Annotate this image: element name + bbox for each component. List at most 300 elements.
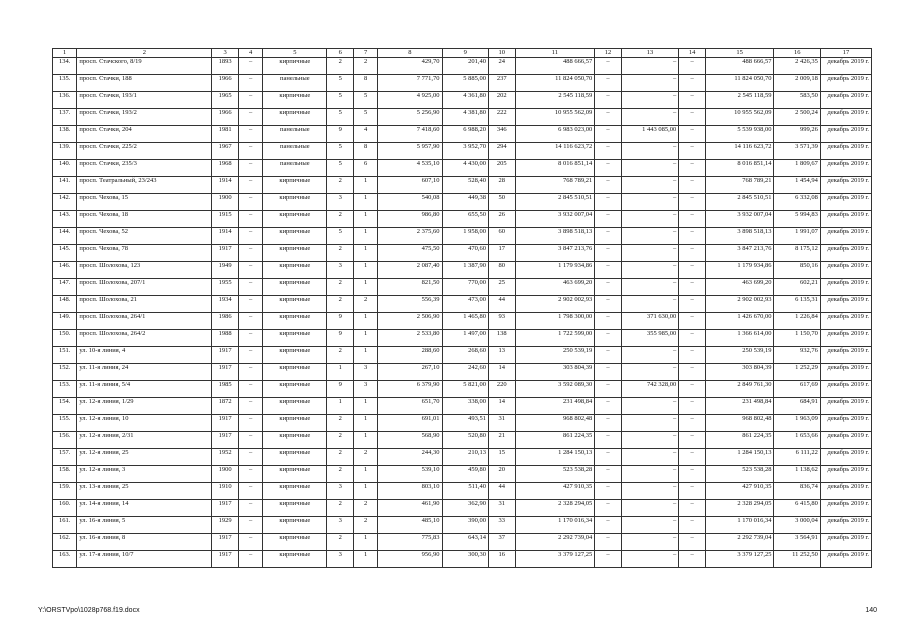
table-cell: – [621, 551, 679, 568]
table-cell: 1 991,07 [774, 228, 820, 245]
address-cell: ул. 17-я линия, 10/7 [77, 551, 212, 568]
table-cell: 1986 [212, 313, 239, 330]
table-row [53, 245, 872, 262]
table-cell: – [238, 398, 262, 415]
table-cell: 1968 [212, 160, 239, 177]
table-cell: 5 [327, 228, 354, 245]
table-cell: 2 [353, 58, 377, 75]
table-cell: 1900 [212, 194, 239, 211]
table-cell: 1917 [212, 500, 239, 517]
table-cell: 3 [327, 262, 354, 279]
table-cell: 152. [53, 364, 77, 381]
table-cell: 155. [53, 415, 77, 432]
table-cell: 1917 [212, 347, 239, 364]
table-cell: 205 [488, 160, 515, 177]
table-cell: 9 [327, 313, 354, 330]
table-cell: 999,26 [774, 126, 820, 143]
table-row [53, 415, 872, 432]
table-cell: 684,91 [774, 398, 820, 415]
table-cell: 691,01 [378, 415, 442, 432]
table-cell: – [621, 296, 679, 313]
table-cell: 294 [488, 143, 515, 160]
table-cell: 140. [53, 160, 77, 177]
table-cell: – [679, 228, 706, 245]
table-cell: 154. [53, 398, 77, 415]
table-row [53, 126, 872, 143]
table-cell: 31 [488, 415, 515, 432]
table-cell: 5 [327, 109, 354, 126]
table-cell: 8 016 851,14 [515, 160, 595, 177]
table-row [53, 160, 872, 177]
table-cell: – [595, 432, 622, 449]
address-cell: просп. Театральный, 23/243 [77, 177, 212, 194]
table-cell: 742 328,00 [621, 381, 679, 398]
column-number-cell: 9 [442, 49, 488, 58]
table-cell: 1967 [212, 143, 239, 160]
table-cell: – [595, 415, 622, 432]
table-cell: кирпичные [263, 58, 327, 75]
table-cell: 968 802,48 [705, 415, 774, 432]
table-cell: 142. [53, 194, 77, 211]
column-number-cell: 7 [353, 49, 377, 58]
table-cell: 231 498,84 [515, 398, 595, 415]
table-cell: 2 506,90 [378, 313, 442, 330]
address-cell: ул. 12-я линия, 2/31 [77, 432, 212, 449]
table-cell: – [238, 143, 262, 160]
table-cell: 770,00 [442, 279, 488, 296]
table-cell: 1917 [212, 415, 239, 432]
table-row [53, 500, 872, 517]
table-cell: 1 [327, 364, 354, 381]
table-cell: – [595, 347, 622, 364]
table-cell: 231 498,84 [705, 398, 774, 415]
table-cell: 2 [353, 500, 377, 517]
table-cell: 1 284 150,13 [515, 449, 595, 466]
table-cell: 10 955 562,09 [515, 109, 595, 126]
address-cell: ул. 10-я линия, 4 [77, 347, 212, 364]
table-cell: – [621, 432, 679, 449]
table-cell: – [595, 551, 622, 568]
table-cell: – [679, 551, 706, 568]
table-row [53, 398, 872, 415]
table-cell: 5 [327, 92, 354, 109]
table-cell: 136. [53, 92, 77, 109]
table-cell: 1 [353, 194, 377, 211]
table-cell: – [238, 228, 262, 245]
table-cell: 1 [353, 262, 377, 279]
table-cell: декабрь 2019 г. [820, 92, 871, 109]
table-cell: 5 957,90 [378, 143, 442, 160]
table-cell: декабрь 2019 г. [820, 126, 871, 143]
address-cell: ул. 12-я линия, 1/29 [77, 398, 212, 415]
table-cell: 4 381,80 [442, 109, 488, 126]
address-cell: ул. 11-я линия, 24 [77, 364, 212, 381]
table-cell: 2 [327, 534, 354, 551]
table-cell: 24 [488, 58, 515, 75]
table-cell: – [679, 500, 706, 517]
table-cell: – [238, 517, 262, 534]
table-cell: 1 150,70 [774, 330, 820, 347]
column-number-cell: 6 [327, 49, 354, 58]
address-cell: просп. Чехова, 52 [77, 228, 212, 245]
table-cell: 2 [353, 517, 377, 534]
table-cell: декабрь 2019 г. [820, 534, 871, 551]
table-cell: 861 224,35 [705, 432, 774, 449]
table-cell: 162. [53, 534, 77, 551]
table-cell: 1 [353, 228, 377, 245]
table-cell: 250 539,19 [705, 347, 774, 364]
column-number-cell: 15 [705, 49, 774, 58]
table-row [53, 177, 872, 194]
address-cell: просп. Чехова, 78 [77, 245, 212, 262]
table-cell: 488 666,57 [515, 58, 595, 75]
table-cell: декабрь 2019 г. [820, 211, 871, 228]
table-cell: 2 [327, 466, 354, 483]
table-cell: 768 789,21 [515, 177, 595, 194]
table-cell: – [595, 228, 622, 245]
table-cell: 161. [53, 517, 77, 534]
table-cell: 2 545 118,59 [515, 92, 595, 109]
table-cell: 1893 [212, 58, 239, 75]
table-cell: кирпичные [263, 313, 327, 330]
table-cell: 4 535,10 [378, 160, 442, 177]
table-cell: – [679, 58, 706, 75]
table-cell: 1934 [212, 296, 239, 313]
address-cell: просп. Стачки, 204 [77, 126, 212, 143]
table-cell: 2 545 118,59 [705, 92, 774, 109]
table-cell: декабрь 2019 г. [820, 194, 871, 211]
table-cell: 288,60 [378, 347, 442, 364]
table-cell: – [595, 109, 622, 126]
table-cell: 3 [353, 381, 377, 398]
document-path: Y:\ORSTVpo\1028p768.f19.docx [38, 607, 140, 614]
table-cell: кирпичные [263, 177, 327, 194]
table-cell: – [621, 262, 679, 279]
table-cell: – [238, 313, 262, 330]
table-cell: – [238, 449, 262, 466]
table-cell: 163. [53, 551, 77, 568]
table-cell: 31 [488, 500, 515, 517]
table-cell: 149. [53, 313, 77, 330]
table-cell: – [679, 517, 706, 534]
table-cell: 210,13 [442, 449, 488, 466]
table-cell: 5 821,00 [442, 381, 488, 398]
table-cell: – [621, 211, 679, 228]
table-cell: декабрь 2019 г. [820, 109, 871, 126]
table-cell: 237 [488, 75, 515, 92]
table-cell: 429,70 [378, 58, 442, 75]
table-cell: – [621, 347, 679, 364]
table-cell: – [621, 415, 679, 432]
table-cell: – [595, 466, 622, 483]
table-cell: 1 [353, 177, 377, 194]
table-cell: 655,50 [442, 211, 488, 228]
table-cell: 5 256,90 [378, 109, 442, 126]
column-number-cell: 10 [488, 49, 515, 58]
table-cell: 651,70 [378, 398, 442, 415]
table-cell: 475,50 [378, 245, 442, 262]
table-cell: 2 [327, 177, 354, 194]
table-cell: 250 539,19 [515, 347, 595, 364]
table-row [53, 228, 872, 245]
table-cell: 201,40 [442, 58, 488, 75]
table-cell: декабрь 2019 г. [820, 160, 871, 177]
table-cell: декабрь 2019 г. [820, 296, 871, 313]
table-cell: 602,21 [774, 279, 820, 296]
table-cell: – [621, 109, 679, 126]
table-cell: декабрь 2019 г. [820, 347, 871, 364]
table-cell: – [679, 279, 706, 296]
table-cell: 303 804,39 [705, 364, 774, 381]
table-row [53, 92, 872, 109]
table-cell: 44 [488, 296, 515, 313]
table-cell: 303 804,39 [515, 364, 595, 381]
page-number: 140 [865, 607, 877, 614]
address-cell: ул. 16-я линия, 8 [77, 534, 212, 551]
table-cell: 2 [327, 279, 354, 296]
table-cell: 1914 [212, 177, 239, 194]
table-row [53, 279, 872, 296]
table-cell: 5 994,83 [774, 211, 820, 228]
table-cell: кирпичные [263, 415, 327, 432]
table-cell: 539,10 [378, 466, 442, 483]
table-row [53, 517, 872, 534]
table-cell: 1872 [212, 398, 239, 415]
table-cell: – [679, 177, 706, 194]
table-row [53, 466, 872, 483]
table-cell: 150. [53, 330, 77, 347]
table-cell: – [621, 466, 679, 483]
table-cell: – [679, 109, 706, 126]
table-cell: – [238, 211, 262, 228]
table-cell: 2 426,35 [774, 58, 820, 75]
table-cell: 242,60 [442, 364, 488, 381]
table-cell: 3 [353, 364, 377, 381]
table-cell: 7 418,60 [378, 126, 442, 143]
table-cell: декабрь 2019 г. [820, 500, 871, 517]
address-cell: просп. Стачского, 8/19 [77, 58, 212, 75]
table-cell: – [679, 194, 706, 211]
table-cell: 1966 [212, 75, 239, 92]
table-cell: 1 426 670,00 [705, 313, 774, 330]
table-cell: 1985 [212, 381, 239, 398]
table-cell: 485,10 [378, 517, 442, 534]
table-cell: 362,90 [442, 500, 488, 517]
table-cell: – [238, 109, 262, 126]
table-cell: 1 284 150,13 [705, 449, 774, 466]
table-cell: 10 955 562,09 [705, 109, 774, 126]
column-number-cell: 16 [774, 49, 820, 58]
table-cell: 8 175,12 [774, 245, 820, 262]
table-row [53, 58, 872, 75]
table-cell: кирпичные [263, 228, 327, 245]
table-cell: – [621, 449, 679, 466]
table-cell: – [621, 364, 679, 381]
table-cell: – [621, 194, 679, 211]
table-cell: – [679, 143, 706, 160]
table-cell: – [621, 517, 679, 534]
address-cell: просп. Чехова, 15 [77, 194, 212, 211]
column-number-cell: 1 [53, 49, 77, 58]
table-cell: 138 [488, 330, 515, 347]
table-row [53, 75, 872, 92]
address-cell: просп. Шолохова, 123 [77, 262, 212, 279]
table-cell: – [621, 279, 679, 296]
table-cell: 6 111,22 [774, 449, 820, 466]
table-cell: – [595, 330, 622, 347]
table-cell: – [621, 58, 679, 75]
table-cell: – [679, 160, 706, 177]
housing-register-table [52, 48, 872, 568]
table-cell: 956,90 [378, 551, 442, 568]
table-cell: кирпичные [263, 483, 327, 500]
table-cell: 1929 [212, 517, 239, 534]
table-cell: 2 [327, 432, 354, 449]
table-cell: – [595, 92, 622, 109]
table-cell: 1917 [212, 534, 239, 551]
table-cell: 3 932 007,04 [705, 211, 774, 228]
table-cell: кирпичные [263, 534, 327, 551]
table-cell: 1 722 599,00 [515, 330, 595, 347]
table-cell: 1 443 085,00 [621, 126, 679, 143]
table-cell: 7 771,70 [378, 75, 442, 92]
table-cell: 1 170 016,34 [515, 517, 595, 534]
table-cell: 2 009,18 [774, 75, 820, 92]
table-cell: декабрь 2019 г. [820, 517, 871, 534]
table-cell: – [679, 330, 706, 347]
table-cell: – [679, 534, 706, 551]
table-cell: декабрь 2019 г. [820, 279, 871, 296]
table-cell: – [621, 245, 679, 262]
table-cell: 463 699,20 [515, 279, 595, 296]
table-cell: 1917 [212, 364, 239, 381]
table-cell: – [595, 211, 622, 228]
table-cell: 850,16 [774, 262, 820, 279]
table-cell: кирпичные [263, 211, 327, 228]
table-cell: – [679, 313, 706, 330]
table-cell: – [679, 432, 706, 449]
table-cell: 1 809,67 [774, 160, 820, 177]
table-row [53, 262, 872, 279]
table-cell: – [595, 296, 622, 313]
table-cell: 2 500,24 [774, 109, 820, 126]
table-cell: 37 [488, 534, 515, 551]
table-cell: 371 630,00 [621, 313, 679, 330]
table-cell: – [679, 347, 706, 364]
table-cell: 1952 [212, 449, 239, 466]
table-cell: – [595, 449, 622, 466]
table-cell: – [595, 517, 622, 534]
table-cell: 3 592 089,30 [515, 381, 595, 398]
table-cell: 1 [353, 432, 377, 449]
table-cell: 1917 [212, 551, 239, 568]
table-cell: 2 [327, 500, 354, 517]
table-cell: 3 [327, 194, 354, 211]
table-cell: 14 [488, 398, 515, 415]
table-cell: – [679, 415, 706, 432]
address-cell: ул. 12-я линия, 3 [77, 466, 212, 483]
table-cell: 5 [327, 143, 354, 160]
table-cell: – [238, 381, 262, 398]
table-cell: – [238, 466, 262, 483]
table-cell: 1 179 934,86 [705, 262, 774, 279]
table-cell: декабрь 2019 г. [820, 245, 871, 262]
table-cell: – [679, 92, 706, 109]
table-cell: 338,00 [442, 398, 488, 415]
table-cell: – [238, 432, 262, 449]
table-cell: 9 [327, 381, 354, 398]
table-cell: декабрь 2019 г. [820, 313, 871, 330]
table-cell: 2 902 002,93 [705, 296, 774, 313]
table-cell: – [595, 534, 622, 551]
table-cell: 6 415,80 [774, 500, 820, 517]
table-cell: – [238, 296, 262, 313]
column-number-cell: 2 [77, 49, 212, 58]
table-cell: – [238, 245, 262, 262]
table-cell: 1 [353, 347, 377, 364]
table-cell: 5 [353, 109, 377, 126]
table-cell: 1 [353, 245, 377, 262]
table-cell: 21 [488, 432, 515, 449]
column-number-cell: 8 [378, 49, 442, 58]
table-cell: кирпичные [263, 449, 327, 466]
table-cell: 157. [53, 449, 77, 466]
column-number-cell: 17 [820, 49, 871, 58]
table-cell: – [238, 92, 262, 109]
table-cell: 151. [53, 347, 77, 364]
table-cell: декабрь 2019 г. [820, 398, 871, 415]
table-cell: декабрь 2019 г. [820, 483, 871, 500]
table-cell: декабрь 2019 г. [820, 177, 871, 194]
table-cell: 139. [53, 143, 77, 160]
table-row [53, 347, 872, 364]
table-cell: 1 252,29 [774, 364, 820, 381]
table-cell: 1966 [212, 109, 239, 126]
address-cell: просп. Стачки, 235/3 [77, 160, 212, 177]
table-row [53, 449, 872, 466]
table-row [53, 313, 872, 330]
table-cell: кирпичные [263, 347, 327, 364]
table-cell: 463 699,20 [705, 279, 774, 296]
table-cell: 523 538,28 [705, 466, 774, 483]
table-cell: 4 430,00 [442, 160, 488, 177]
table-cell: 821,50 [378, 279, 442, 296]
table-cell: 134. [53, 58, 77, 75]
table-row [53, 551, 872, 568]
table-cell: 5 [327, 160, 354, 177]
table-cell: 14 [488, 364, 515, 381]
table-cell: 556,39 [378, 296, 442, 313]
table-cell: 1 [327, 398, 354, 415]
table-cell: 222 [488, 109, 515, 126]
table-cell: 617,69 [774, 381, 820, 398]
column-number-cell: 11 [515, 49, 595, 58]
table-cell: 60 [488, 228, 515, 245]
table-cell: 473,00 [442, 296, 488, 313]
table-cell: 5 885,00 [442, 75, 488, 92]
table-cell: 643,14 [442, 534, 488, 551]
table-cell: 8 016 851,14 [705, 160, 774, 177]
table-cell: 5 [353, 92, 377, 109]
table-cell: – [595, 381, 622, 398]
table-cell: – [621, 75, 679, 92]
table-cell: – [595, 245, 622, 262]
table-cell: 6 379,90 [378, 381, 442, 398]
address-cell: просп. Стачки, 193/2 [77, 109, 212, 126]
table-cell: 6 988,20 [442, 126, 488, 143]
table-cell: декабрь 2019 г. [820, 330, 871, 347]
table-cell: 11 252,50 [774, 551, 820, 568]
